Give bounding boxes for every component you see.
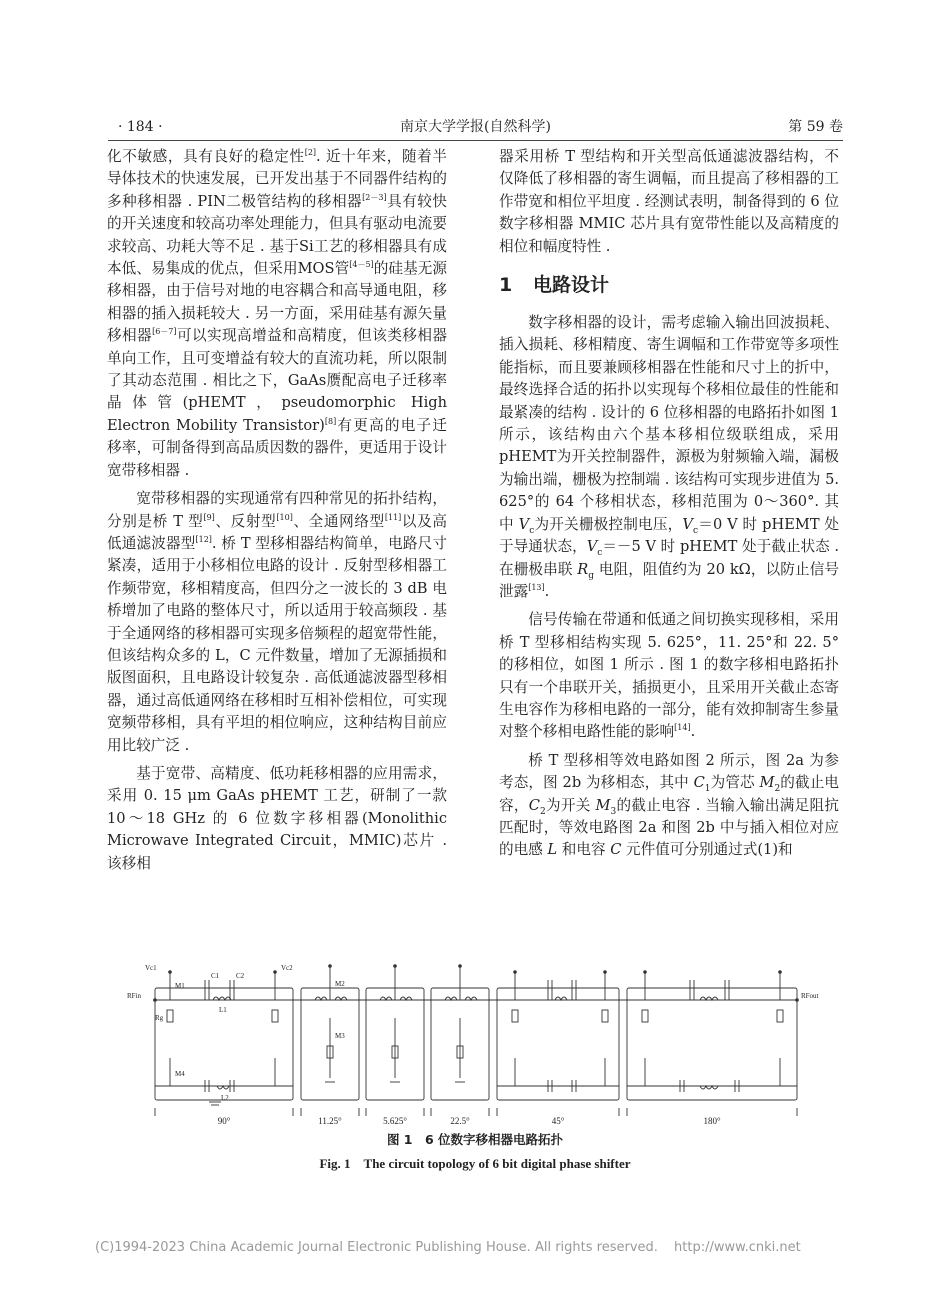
page-number: · 184 · (118, 119, 163, 135)
circuit-topology-figure (125, 958, 830, 1134)
m2-label: M2 (335, 980, 345, 988)
citation[interactable]: [2] (304, 148, 317, 157)
citation[interactable]: [8] (324, 416, 337, 426)
paragraph: 桥 T 型移相等效电路如图 2 所示，图 2a 为参考态，图 2b 为移相态，其中 $C_1$为管芯 $M_2$的截止电容，$C_2$为开关 $M_3$的截止电容 . 当输入输出满足阻抗匹配时，等效电路图 2a 和图 2b 中与插入相位对应的电感 L 和电容 C 元件值可分别通过式(1)和 (499, 751, 839, 859)
stage-label-5-625: 5.625° (383, 1116, 407, 1126)
citation[interactable]: [9] (203, 512, 215, 522)
paragraph: 数字移相器的设计，需考虑输入输出回波损耗、插入损耗、移相精度、寄生调幅和工作带宽等多项性能指标，而且要兼顾移相器在性能和尺寸上的折中，最终选择合适的拓扑以实现每个移相位最佳的性能和最紧凑的结构 . 设计的 6 位移相器的电路拓扑如图 1 所示，该结构由六个基本移相位级联组成，采用pHEMT为开关控制器件，源极为射频输入端，漏极为输出端，栅极为控制端 . 该结构可实现步进值为 5. 625°的 64 个移相状态，移相范围为 0～360°. 其中 $V_c$为开关栅极控制电压，$V_c=0$ V 时 pHEMT 处于导通状态，$V_c=-5$ V 时 pHEMT 处于截止状态 . 在栅极串联 $R_g$ 电阻，阻值约为 20 kΩ，以防止信号泄露[13]. (499, 314, 840, 600)
journal-name: 南京大学学报(自然科学) (400, 119, 551, 135)
section-heading (499, 270, 839, 300)
right-column (499, 146, 839, 862)
rf-out-label: RFout (801, 992, 819, 1000)
citation[interactable]: [12] (195, 534, 212, 544)
m3-label: M3 (335, 1032, 345, 1040)
paragraph: 化不敏感，具有良好的稳定性[2]. 近十年来，随着半导体技术的快速发展，已开发出基于不同器件结构的多种移相器 . PIN二极管结构的移相器[2－3]具有较快的开关速度和较高功率处理能力，但具有驱动电流要求较高、功耗大等不足 . 基于Si工艺的移相器具有成本低、易集成的优点，但采用MOS管[4－5]的硅基无源移相器，由于信号对地的电容耦合和高导通电阻，移相器的插入损耗较大 . 另一方面，采用硅基有源矢量移相器[6－7]可以实现高增益和高精度，但该类移相器单向工作，且可变增益有较大的直流功耗，所以限制了其动态范围 . 相比之下，GaAs赝配高电子迁移率晶体管(pHEMT，pseudomorphic High Electron Mobility Transistor)[8]有更高的电子迁移率，可制备得到高品质因数的器件，更适用于设计宽带移相器 . (107, 148, 447, 479)
citation[interactable]: [13] (528, 582, 545, 592)
paragraph: 宽带移相器的实现通常有四种常见的拓扑结构，分别是桥 T 型[9]、反射型[10]、全通网络型[11]以及高低通滤波器型[12]. 桥 T 型移相器结构简单，电路尺寸紧凑，适用于小移相位电路的设计 . 反射型移相器工作频带宽，移相精度高，但四分之一波长的 3 dB 电桥增加了电路的整体尺寸，所以适用于较高频段 . 基于全通网络的移相器可实现多倍频程的超宽带性能，但该结构众多的 L，C 元件数量，增加了无源插损和版图面积，且电路设计较复杂 . 高低通滤波器型移相器，通过高低通网络在移相时互相补偿相位，可实现宽频带移相，具有平坦的相位响应，这种结构目前应用比较广泛 . (107, 490, 447, 754)
running-header (108, 114, 843, 141)
figure-caption-cn: 图 1 6 位数字移相器电路拓扑 (386, 1132, 564, 1147)
c1-label: C1 (211, 972, 220, 980)
stage-label-11-25: 11.25° (318, 1116, 342, 1126)
stage-label-180: 180° (703, 1116, 721, 1126)
m4-label: M4 (175, 1070, 185, 1078)
figure-caption-en: Fig. 1 The circuit topology of 6 bit digital phase shifter (319, 1156, 631, 1171)
citation[interactable]: [14] (674, 723, 691, 733)
citation[interactable]: [4－5] (349, 260, 374, 270)
stage-label-45: 45° (551, 1116, 565, 1126)
paragraph: 器采用桥 T 型结构和开关型高低通滤波器结构，不仅降低了移相器的寄生调幅，而且提高了移相器的工作带宽和相位平坦度 . 经测试表明，制备得到的 6 位数字移相器 MMIC 芯片具有宽带性能以及高精度的相位和幅度特性 . (499, 148, 839, 255)
paragraph: 信号传输在带通和低通之间切换实现移相，采用桥 T 型移相结构实现 5. 625°，11. 25°和 22. 5°的移相位，如图 1 所示 . 图 1 的数字移相电路拓扑只有一个串联开关，插损更小，且采用开关截止态寄生电容作为移相电路的一部分，能有效抑制寄生参量对整个移相电路性能的影响[14]. (499, 611, 839, 741)
citation[interactable]: [10] (276, 512, 293, 522)
citation[interactable]: [2－3] (362, 192, 387, 202)
copyright-footer (95, 1240, 855, 1255)
section-number: 1 (499, 274, 513, 297)
citation[interactable]: [11] (384, 512, 402, 522)
volume-number: 第 59 卷 (788, 119, 843, 135)
vc1-label: Vc1 (145, 964, 157, 972)
citation[interactable]: [6－7] (152, 327, 177, 337)
vc2-label: Vc2 (281, 964, 293, 972)
c2-label: C2 (236, 972, 245, 980)
rf-in-label: RFin (127, 992, 142, 1000)
footer-url-link[interactable]: http://www.cnki.net (674, 1240, 801, 1255)
left-column (107, 146, 447, 875)
stage-label-90: 90° (217, 1116, 231, 1126)
l1-label: L1 (219, 1006, 227, 1014)
stage-label-22-5: 22.5° (450, 1116, 470, 1126)
m1-label: M1 (175, 982, 185, 990)
paragraph: 基于宽带、高精度、低功耗移相器的应用需求，采用 0. 15 μm GaAs pHEMT 工艺，研制了一款 10～18 GHz 的 6 位数字移相器(Monolithic Microwave Integrated Circuit，MMIC)芯片 . 该移相 (107, 764, 447, 872)
rg-label: Rg (155, 1014, 164, 1022)
copyright-text: (C)1994-2023 China Academic Journal Electronic Publishing House. All rights reserved. (95, 1240, 658, 1255)
l2-label: L2 (221, 1094, 229, 1102)
section-title: 电路设计 (533, 274, 610, 297)
